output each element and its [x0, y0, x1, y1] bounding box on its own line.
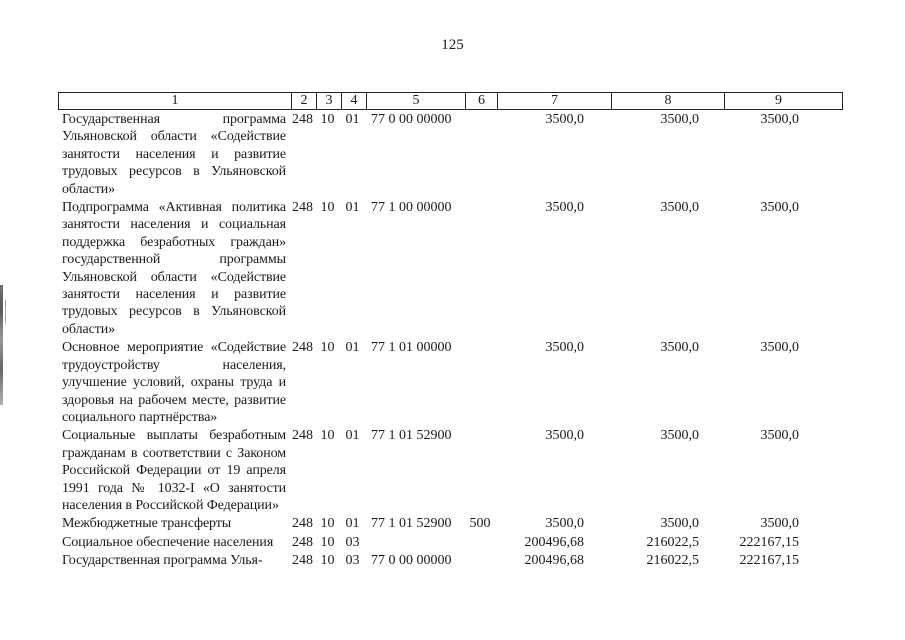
- cell-col2: 248: [292, 200, 313, 216]
- cell-col6: [464, 110, 496, 198]
- table-header-row: [58, 92, 843, 110]
- cell-col3: 10: [320, 200, 335, 216]
- row-name: Государственная программа Улья-: [62, 553, 263, 569]
- cell-col3: 10: [320, 534, 335, 550]
- cell-col9: 222167,15: [739, 553, 799, 569]
- header-cell: 2: [291, 93, 316, 109]
- cell-col9: 3500,0: [760, 200, 799, 216]
- row-name: Межбюджетные трансферты: [62, 516, 232, 532]
- cell-col6: [464, 533, 496, 551]
- header-cell: 7: [497, 93, 611, 109]
- page-number: 125: [441, 37, 464, 53]
- row-name: Социальное обеспечение населения: [62, 534, 274, 550]
- cell-col4: 03: [345, 534, 360, 550]
- row-name: Социальные выплаты безработным гражданам в соответствии с Законом Российской Федерации от 19 апреля 1991 года № 1032-I «О занятости населения в Российской Федерации»: [62, 428, 286, 513]
- cell-col5: 77 0 00 00000: [371, 112, 452, 127]
- cell-col6: [464, 198, 496, 338]
- cell-col9: 3500,0: [760, 516, 799, 532]
- cell-col5: 77 1 01 00000: [371, 340, 452, 356]
- cell-col9: 3500,0: [760, 428, 799, 444]
- header-cell: 5: [366, 93, 465, 109]
- cell-col8: 3500,0: [660, 516, 699, 532]
- cell-col8: 216022,5: [646, 553, 699, 569]
- cell-col7: 3500,0: [545, 428, 584, 444]
- cell-col7: 3500,0: [545, 200, 584, 216]
- cell-col2: 248: [292, 534, 313, 550]
- cell-col4: 03: [345, 553, 360, 569]
- cell-col3: 10: [320, 553, 335, 569]
- cell-col2: 248: [292, 340, 313, 356]
- cell-col6: [464, 338, 496, 426]
- table-row: [58, 551, 843, 569]
- cell-col8: 3500,0: [660, 112, 699, 127]
- cell-col8: 216022,5: [646, 534, 699, 550]
- cell-col2: 248: [292, 428, 313, 444]
- row-name: Подпрограмма «Активная политика занятости населения и социальная поддержка безработных граждан» государственной программы Ульяновской области «Содействие занятости населения и развитие трудовых ресурсов в Ульяновской области»: [62, 200, 286, 337]
- cell-col7: 200496,68: [524, 534, 584, 550]
- cell-col9: 3500,0: [760, 112, 799, 127]
- cell-col4: 01: [345, 340, 360, 356]
- scan-edge-mark: [0, 285, 3, 405]
- cell-col6: 500: [469, 516, 491, 532]
- header-cell: 4: [341, 93, 366, 109]
- header-cell: 9: [724, 93, 832, 109]
- row-name: Основное мероприятие «Содействие трудоустройству населения, улучшение условий, охраны труда и здоровья на рабочем месте, развитие социального партнёрства»: [62, 340, 286, 425]
- table-row: [58, 198, 843, 338]
- cell-col2: 248: [292, 516, 313, 532]
- cell-col5: 77 0 00 00000: [371, 553, 452, 569]
- cell-col3: 10: [320, 340, 335, 356]
- cell-col4: 01: [345, 200, 360, 216]
- cell-col3: 10: [320, 112, 335, 127]
- table-row: [58, 426, 843, 514]
- cell-col5: 77 1 00 00000: [371, 200, 452, 216]
- cell-col8: 3500,0: [660, 340, 699, 356]
- header-cell: 3: [316, 93, 341, 109]
- header-cell: 8: [611, 93, 724, 109]
- header-cell: 6: [465, 93, 497, 109]
- table-row: [58, 533, 843, 551]
- header-cell: 1: [171, 93, 179, 108]
- table-row: [58, 110, 843, 198]
- cell-col3: 10: [320, 516, 335, 532]
- cell-col7: 3500,0: [545, 516, 584, 532]
- table-row: [58, 338, 843, 426]
- cell-col9: 3500,0: [760, 340, 799, 356]
- cell-col7: 3500,0: [545, 112, 584, 127]
- row-name: Государственная программа Ульяновской области «Содействие занятости населения и развитие трудовых ресурсов в Ульяновской области»: [62, 112, 286, 197]
- cell-col5: 77 1 01 52900: [371, 428, 452, 444]
- cell-col6: [464, 551, 496, 569]
- cell-col3: 10: [320, 428, 335, 444]
- cell-col7: 3500,0: [545, 340, 584, 356]
- table-row: [58, 514, 843, 532]
- cell-col2: 248: [292, 553, 313, 569]
- cell-col6: [464, 426, 496, 514]
- cell-col5: 77 1 01 52900: [371, 516, 452, 532]
- cell-col5: [365, 533, 464, 551]
- budget-table: [58, 92, 843, 570]
- cell-col4: 01: [345, 428, 360, 444]
- cell-col9: 222167,15: [739, 534, 799, 550]
- cell-col2: 248: [292, 112, 313, 127]
- scan-edge-mark-small: [5, 300, 6, 325]
- cell-col4: 01: [345, 112, 360, 127]
- cell-col8: 3500,0: [660, 428, 699, 444]
- cell-col4: 01: [345, 516, 360, 532]
- cell-col8: 3500,0: [660, 200, 699, 216]
- cell-col7: 200496,68: [524, 553, 584, 569]
